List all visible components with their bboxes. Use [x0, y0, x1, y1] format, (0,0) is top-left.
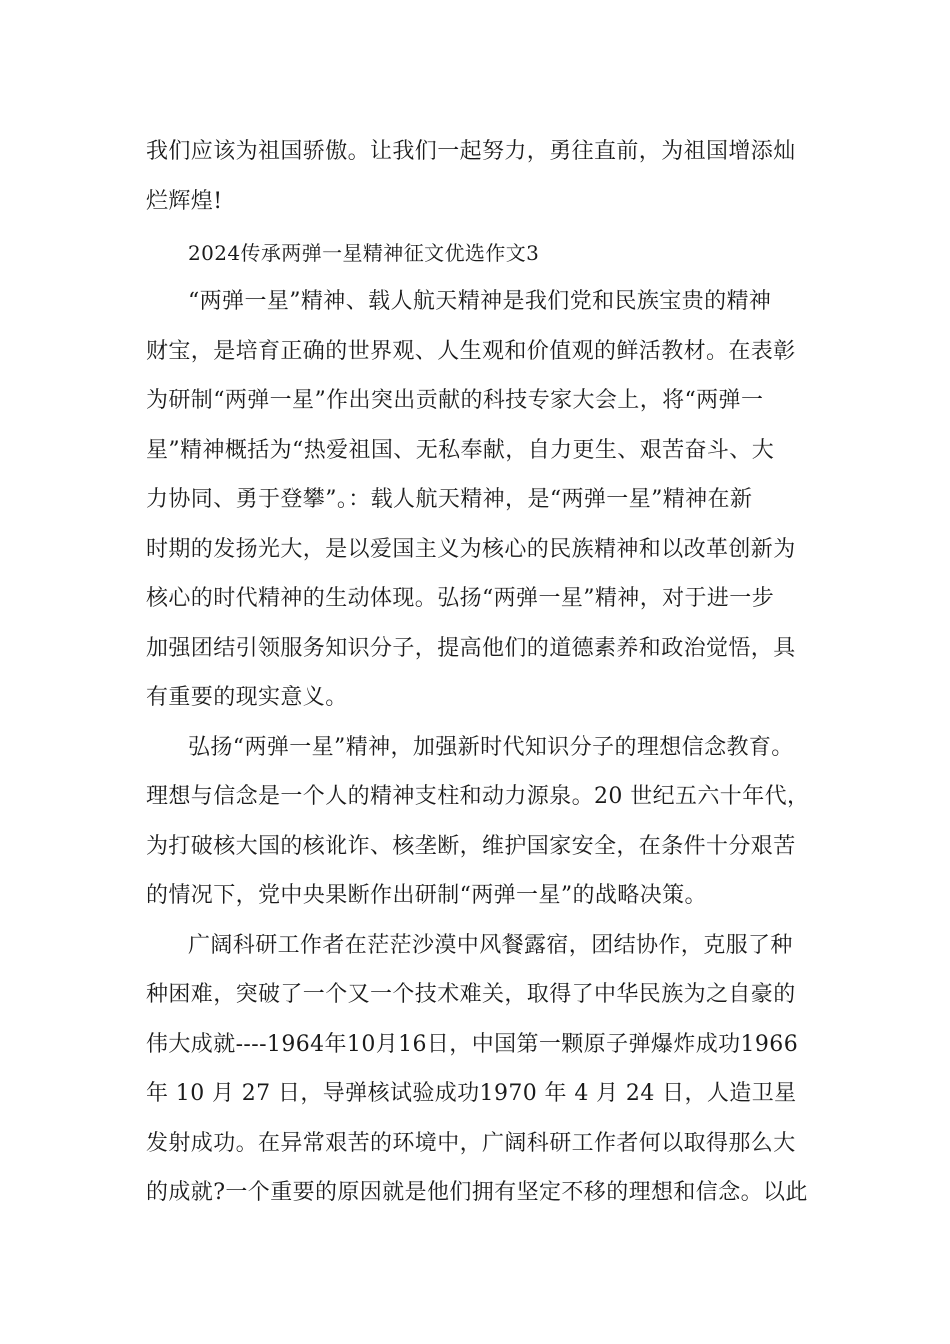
- text-line: 星”精神概括为“热爱祖国、无私奉献，自力更生、艰苦奋斗、大: [146, 438, 775, 463]
- text-line: 烂辉煌!: [146, 189, 223, 214]
- text-line: 为研制“两弹一星”作出突出贡献的科技专家大会上，将“两弹一: [146, 388, 764, 413]
- text-line: 有重要的现实意义。: [146, 685, 348, 710]
- text-line: 发射成功。在异常艰苦的环境中，广阔科研工作者何以取得那么大: [146, 1131, 796, 1156]
- text-line: 伟大成就----1964年10月16日，中国第一颗原子弹爆炸成功1966: [146, 1032, 799, 1057]
- text-line: 的成就?一个重要的原因就是他们拥有坚定不移的理想和信念。以此: [146, 1180, 808, 1205]
- text-line: 弘扬“两弹一星”精神，加强新时代知识分子的理想信念教育。: [188, 735, 794, 760]
- text-line: 种困难，突破了一个又一个技术难关，取得了中华民族为之自豪的: [146, 982, 796, 1007]
- text-line: 时期的发扬光大，是以爱国主义为核心的民族精神和以改革创新为: [146, 537, 796, 562]
- text-line: 理想与信念是一个人的精神支柱和动力源泉。20 世纪五六十年代，: [146, 784, 810, 809]
- text-line: 核心的时代精神的生动体现。弘扬“两弹一星”精神，对于进一步: [146, 586, 775, 611]
- section-heading: 2024传承两弹一星精神征文优选作文3: [188, 241, 540, 265]
- text-line: “两弹一星”精神、载人航天精神是我们党和民族宝贵的精神: [188, 289, 772, 314]
- text-line: 的情况下，党中央果断作出研制“两弹一星”的战略决策。: [146, 883, 707, 908]
- text-line: 财宝，是培育正确的世界观、人生观和价值观的鲜活教材。在表彰: [146, 339, 796, 364]
- text-line: 加强团结引领服务知识分子，提高他们的道德素养和政治觉悟，具: [146, 636, 796, 661]
- text-line: 力协同、勇于登攀”。：载人航天精神，是“两弹一星”精神在新: [146, 487, 753, 512]
- text-line: 年 10 月 27 日，导弹核试验成功1970 年 4 月 24 日，人造卫星: [146, 1081, 797, 1106]
- text-line: 广阔科研工作者在茫茫沙漠中风餐露宿，团结协作，克服了种: [188, 933, 793, 958]
- text-line: 我们应该为祖国骄傲。让我们一起努力，勇往直前，为祖国增添灿: [146, 139, 796, 164]
- text-line: 为打破核大国的核讹诈、核垄断，维护国家安全，在条件十分艰苦: [146, 834, 796, 859]
